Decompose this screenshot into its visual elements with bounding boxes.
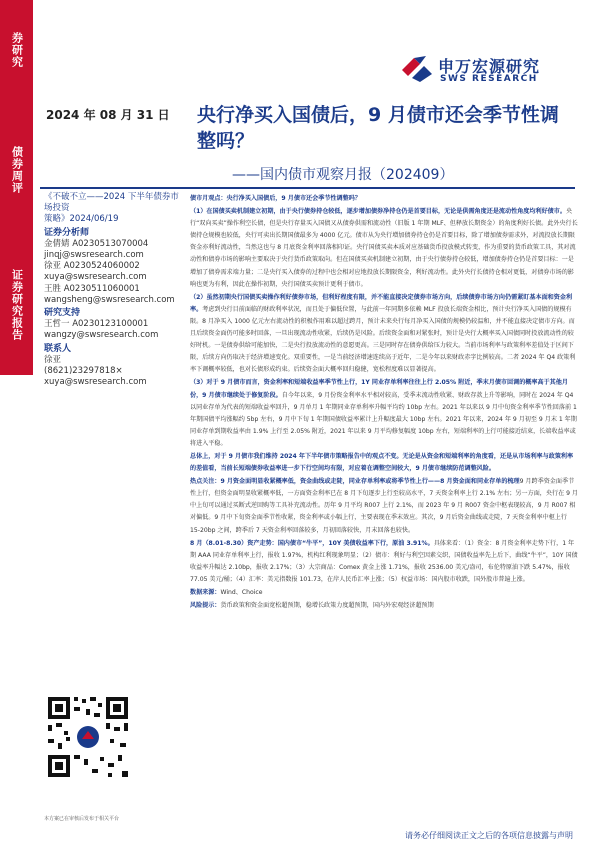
footnote-strip: 本方案已在审核后发布于相关平台 bbox=[44, 816, 120, 822]
point-2-text: 考虑到央行目前面临的财政利率状况，而且处于偏低位置，与此前一年同期多依赖 MLF 投放长端资金相比，预计央行净买入国债的规模有限。8 月净买入 1000 亿元左右流动性的积极作用难以超过跨月，预计未来央行每月净买入国债的规模仍较温和，并不能直接决定债市方向。而且后续资金面仍可能多时回落，一旦出现流动性收紧，后续仍是风险。后续资金面和对紧张时，预计是央行大概率买入国债同时投放流动性的较好时机。一是债券供给可能加快，二是央行投放流动性的意愿更高。三是同时存在债券供给压力较大。当前市场利率与政策利率差值处于区间下限，后续方向仍取决于经济增速变化。双重要性，一是当前经济增速连续高于近年，二是今年以来财政赤字比例较高。二者 2024 年 Q4 政策利率下调概率较低，也对长债形成约束。后续资金面大概率回归稳健，宽松程度难以显著提高。 bbox=[190, 305, 576, 374]
company-logo bbox=[400, 52, 570, 88]
summary-question: 债市月观点：央行净买入国债后，9 月债市还会季节性调整吗？ bbox=[190, 195, 361, 202]
band-label-report: 证券研究报告 bbox=[10, 269, 24, 341]
assistant-line: 王哲一 A0230123100001 bbox=[44, 319, 149, 330]
report-subtitle: ——国内债市观察月报（202409） bbox=[232, 167, 454, 183]
band-label-top: 券研究 bbox=[10, 32, 24, 68]
analyst-heading: 证券分析师 bbox=[44, 227, 90, 238]
contact-phone: (8621)23297818× bbox=[44, 366, 123, 377]
assistant-email[interactable]: wangzy@swsresearch.com bbox=[44, 330, 159, 341]
overall-view: 总体上，对于 9 月债市我们维持 2024 年下半年债市策略报告中的观点不变。无论是从资金和短端利率的角度看，还是从市场利率与政策利率的差值看，当前长短端债券收益率进一步下行空间均有限，对应着在调整空间较大，9 月债市继续防范调整风险。 bbox=[190, 452, 574, 473]
point-1-text: 央行“双向买卖”操作利空长债，但是央行存量买入国债又从债券供需和流动性（旧版 1 年期 MLF、但释放长期资金）的角度利好长债。此外央行长债持仓规模也较低，央行可卖出长期国债最多为 4000 亿元。债市从为央行增加债券持仓仍是首要目标，除了增加债券需求外，对流投放长期限资金亦利好流动性，当然这也与 8 月底资金利率回落相印证。央行国债买卖本质对应基础货币投放模式转变，作为重要的货币政策工具，其对流动性和债券市场的影响主要取决于央行货币政策取向。但在国债买卖机制建立初期，由于央行债券持仓较低，增加债券持仓仍是首要目标：一是增加了债券需求端力量；二是央行买入债券的过程中也会相对应地投放长期限资金，利好流动性。此外央行长债持仓相对更低，对债券市场的影响也更为有利，因此在操作初期，央行国债买卖预计更利于债市。 bbox=[190, 208, 578, 288]
risk-warning-lead: 风险提示： bbox=[190, 602, 221, 610]
related-report-line-1[interactable]: 《不破不立——2024 下半年债券市场投资 bbox=[44, 192, 179, 214]
point-1 bbox=[190, 206, 578, 291]
logo-text-en: SWS RESEARCH bbox=[440, 74, 538, 84]
analyst-email[interactable]: jinqj@swsresearch.com bbox=[44, 250, 144, 261]
left-band bbox=[0, 0, 33, 841]
hot-topic-text: 9 月跨季资金面季节性上行，但资金面明显收紧概率低，一方面资金利率已在 8 月下旬逐步上行至较高水平，7 天资金利率上行 2.1% 左右；另一方面，央行在 9 月中上旬可以通过买断式逆回购等工具补充流动性。历年 9 月平均 R007 上行 2.1%，而 2023 年 9 月 R007 资金中枢表现较高，9 月 R007 相对偏低。9 月中下旬资金面季节性收紧，资金利率或小幅上行，主要表现在季末效应。其次，9 月后资金曲线或走陡，7 天资金利率中枢上行 15-20bp 之间，跨季后 7 天资金利率回落较多，月初回落较快，月末回落也较快。 bbox=[190, 478, 579, 534]
report-body bbox=[190, 193, 578, 613]
analyst-line: 王胜 A0230511060001 bbox=[44, 283, 140, 294]
asset-review-text: 具体来看：（1）资金：8 月资金利率走势下行，1 年期 AAA 同业存单利率上行，报收 1.97%，机构红利现象明显；（2）债市：利好与利空因素交织，国债收益率先上后下，曲线“牛平”，10Y 国债收益率升幅达 2.10bp，报收 2.17%；（3）大宗商品：Comex 黄金上涨 1.71%，报收 2536.00 美元/盎司，布伦特原油下跌 5.47%，报收 77.05 美元/桶；（4）汇率：美元指数报 101.73，在岸人民币汇率上涨；（5）权益市场：国内股市收跌，国外股市普遍上涨。 bbox=[190, 539, 578, 583]
title-divider bbox=[40, 187, 575, 189]
asset-review-lead: 8 月（8.01-8.30）资产走势：国内债市“牛平”，10Y 美债收益率下行，原油 3.91%。 bbox=[190, 539, 434, 547]
logo-icon bbox=[400, 54, 434, 84]
data-source-text: Wind、Choice bbox=[220, 589, 263, 596]
hot-topic bbox=[190, 476, 578, 536]
band-label-weekly: 债券周评 bbox=[10, 146, 24, 194]
logo-text-cn: 申万宏源研究 bbox=[438, 57, 541, 76]
risk-warning-text: 货币政策和资金面宽松超预期，稳增长政策力度超预期，国内外宏观经济超预期 bbox=[220, 602, 434, 610]
point-1-lead: （1）在国债买卖机制建立初期，由于央行债券持仓较低，逐步增加债券净持仓仍是首要目标，无论是供需角度还是流动性角度均利好债市。 bbox=[190, 208, 566, 216]
data-source bbox=[190, 587, 578, 599]
left-column bbox=[44, 192, 184, 388]
related-report-line-2[interactable]: 策略》2024/06/19 bbox=[44, 214, 119, 225]
report-date: 2024 年 08 月 31 日 bbox=[46, 108, 170, 122]
analyst-email[interactable]: xuya@swsresearch.com bbox=[44, 272, 147, 283]
disclaimer-footer: 请务必仔细阅读正文之后的各项信息披露与声明 bbox=[405, 831, 573, 840]
risk-warning bbox=[190, 600, 578, 612]
assistant-heading: 研究支持 bbox=[44, 308, 81, 319]
hot-topic-lead: 热点关注：9 月资金面明显收紧概率低，资金曲线或走陡，同业存单利率或将季节性上行——8 月资金面和同业存单的梳理 bbox=[190, 478, 520, 486]
asset-review bbox=[190, 538, 578, 586]
report-title: 央行净买入国债后，9 月债市还会季节性调整吗？ bbox=[197, 104, 559, 152]
qr-code-icon[interactable] bbox=[44, 693, 132, 781]
point-3-lead: （3）对于 9 月债市而言，资金利率和短端收益率季节性上行，1Y 同业存单利率往往上行 2.05% 附近，季末月债市回调的概率高于其他月份，9 月债市继续处于修复阶段。 bbox=[190, 379, 568, 399]
data-source-lead: 数据来源： bbox=[190, 589, 221, 596]
analyst-email[interactable]: wangsheng@swsresearch.com bbox=[44, 294, 175, 305]
point-2-lead: （2）虽然初期央行国债买卖操作利好债券市场，但利好程度有限，并不能直接决定债券市场方向，后续债券市场方向仍需紧盯基本面和资金利率。 bbox=[190, 293, 573, 313]
point-2 bbox=[190, 292, 578, 377]
point-3-text: 自今年以来，9 月份资金利率水平相对较高，受季末流动性收紧、财政存款上升等影响，同时在 2024 年 Q4 以同业存单为代表的短端收益率回升，9 月单月 1 年期同业存单利率升幅平均约 10bp 左右。2021 年以来以 9 月中旬资金利率季节性回落前 1 年期国债平均涨幅约 5bp 左右，9 月中下旬 1 年期国债收益率累计上升幅度最大 10bp 左右。2021 年以来，2024 年 9 月初至 9 月末 1 年期同业存单到期收益率由 1.9% 上行至 2.05% 附近，2021 年以来 9 月平均修复幅度 10bp 左右，短端利率的上行可能接近结束，长端收益率或将进入平稳。 bbox=[190, 391, 577, 447]
contact-heading: 联系人 bbox=[44, 343, 72, 354]
analyst-line: 金倩婧 A0230513070004 bbox=[44, 238, 149, 249]
analyst-line: 徐亚 A0230524060002 bbox=[44, 261, 140, 272]
contact-email[interactable]: xuya@swsresearch.com bbox=[44, 377, 147, 388]
point-3 bbox=[190, 377, 578, 450]
contact-name: 徐亚 bbox=[44, 354, 62, 365]
